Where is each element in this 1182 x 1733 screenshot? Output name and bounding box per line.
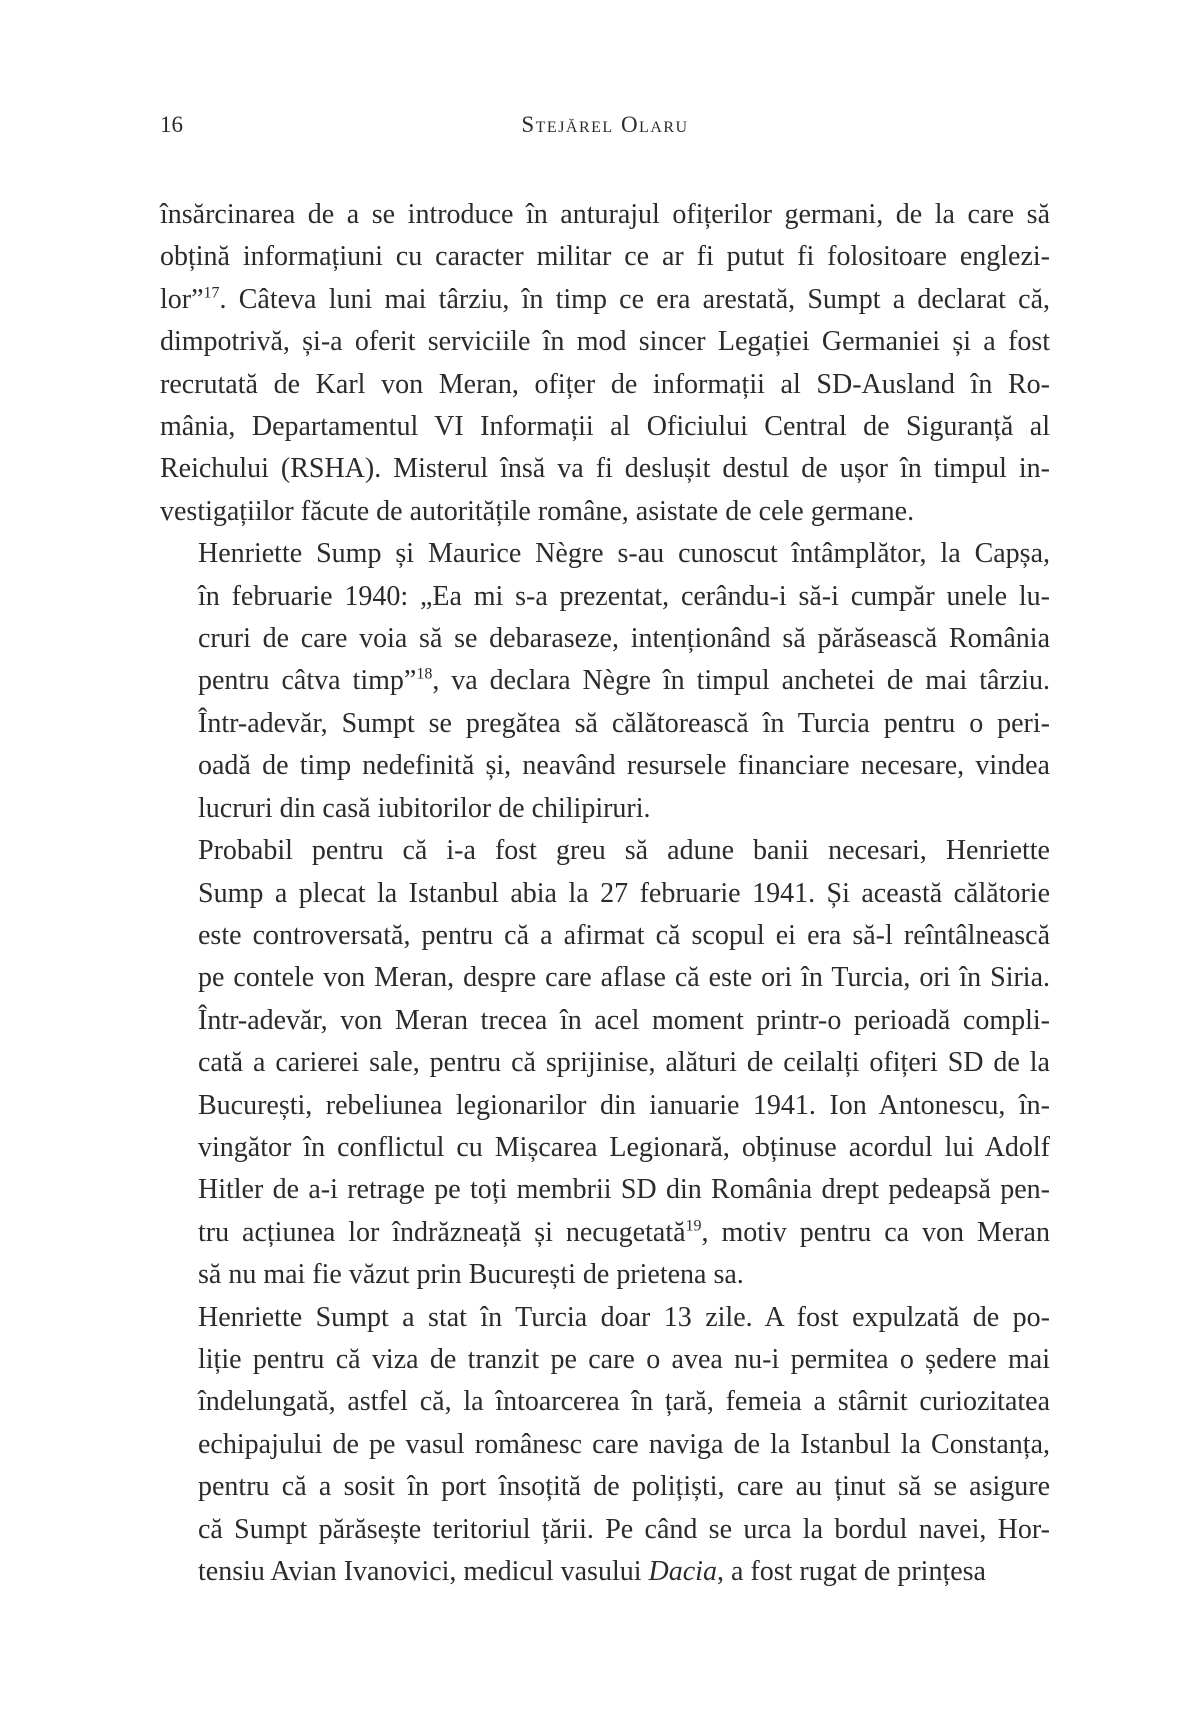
line-text: este controversată, pentru că a afirmat că scopul ei era să-l reîntâlnească: [198, 919, 1050, 951]
paragraph: [160, 194, 1050, 533]
text-line: [160, 194, 1050, 236]
line-text: București, rebeliunea legionarilor din ianuarie 1941. Ion Antonescu, în-: [198, 1089, 1050, 1121]
text-line: [160, 1339, 1050, 1381]
text-line: [160, 788, 1050, 830]
text-line: [160, 406, 1050, 448]
text-line: [160, 364, 1050, 406]
text-line: [160, 491, 1050, 533]
text-line: [160, 1509, 1050, 1551]
line-text: să nu mai fie văzut prin București de prietena sa.: [198, 1259, 744, 1291]
text-line: [160, 533, 1050, 575]
paragraph: [160, 1297, 1050, 1594]
text-line: [160, 618, 1050, 660]
line-text: lucruri din casă iubitorilor de chilipiruri.: [198, 792, 651, 824]
line-text: liție pentru că viza de tranzit pe care o avea nu-i permitea o ședere mai: [198, 1343, 1050, 1375]
text-line: [160, 1042, 1050, 1084]
line-text: Henriette Sump și Maurice Nègre s-au cunoscut întâmplător, la Capșa,: [198, 538, 1050, 570]
line-text: . Câteva luni mai târziu, în timp ce era arestată, Sumpt a declarat că,: [219, 283, 1050, 315]
text-line: [160, 1424, 1050, 1466]
line-text: pe contele von Meran, despre care aflase că este ori în Turcia, ori în Siria.: [198, 962, 1050, 994]
line-text: recrutată de Karl von Meran, ofițer de informații al SD-Ausland în Ro-: [160, 368, 1050, 400]
line-text: îndelungată, astfel că, la întoarcerea în țară, femeia a stârnit curiozitatea: [198, 1386, 1050, 1418]
line-text: Henriette Sumpt a stat în Turcia doar 13 zile. A fost expulzată de po-: [198, 1301, 1050, 1333]
text-line: [160, 236, 1050, 278]
line-text: , a fost rugat de prințesa: [716, 1556, 986, 1587]
running-header: [160, 112, 1050, 142]
line-text: mânia, Departamentul VI Informații al Oficiului Central de Siguranță al: [160, 411, 1050, 443]
text-line: [160, 1381, 1050, 1423]
line-text: Hitler de a-i retrage pe toți membrii SD din România drept pedeapsă pen-: [198, 1174, 1050, 1206]
text-line: [160, 1212, 1050, 1254]
line-text: că Sumpt părăsește teritoriul țării. Pe când se urca la bordul navei, Hor-: [198, 1513, 1050, 1545]
line-text: Reichului (RSHA). Misterul însă va fi deslușit destul de ușor în timpul in-: [160, 453, 1050, 485]
footnote-marker[interactable]: 17: [203, 284, 220, 302]
text-line: [160, 279, 1050, 321]
line-text: Sump a plecat la Istanbul abia la 27 februarie 1941. Și această călătorie: [198, 877, 1050, 909]
text-line: [160, 915, 1050, 957]
body-text: [160, 194, 1050, 1593]
text-line: [160, 1297, 1050, 1339]
footnote-marker[interactable]: 19: [685, 1217, 702, 1235]
text-line: [160, 660, 1050, 702]
line-text: Într-adevăr, Sumpt se pregătea să călătorească în Turcia pentru o peri-: [198, 707, 1050, 739]
line-text: pentru că a sosit în port însoțită de polițiști, care au ținut să se asigure: [198, 1471, 1050, 1503]
text-line: [160, 576, 1050, 618]
text-line: [160, 321, 1050, 363]
text-line: [160, 830, 1050, 872]
line-text: vestigațiilor făcute de autoritățile române, asistate de cele germane.: [160, 495, 915, 527]
line-text: Într-adevăr, von Meran trecea în acel moment printr-o perioadă compli-: [198, 1004, 1050, 1036]
text-line: [160, 745, 1050, 787]
text-line: [160, 1085, 1050, 1127]
line-text: Probabil pentru că i-a fost greu să adune banii necesari, Henriette: [198, 835, 1050, 867]
line-text: obțină informațiuni cu caracter militar ce ar fi putut fi folositoare englezi-: [160, 241, 1050, 273]
text-line: [160, 1551, 1050, 1593]
paragraph: [160, 533, 1050, 830]
text-line: [160, 1169, 1050, 1211]
line-text: vingător în conflictul cu Mișcarea Legionară, obținuse acordul lui Adolf: [198, 1131, 1050, 1163]
footnote-marker[interactable]: 18: [416, 666, 433, 684]
line-text: pentru câtva timp”: [198, 665, 417, 697]
line-text: oadă de timp nedefinită și, neavând resursele financiare necesare, vindea: [198, 750, 1050, 782]
text-line: [160, 957, 1050, 999]
line-text: cruri de care voia să se debaraseze, intenționând să părăsească România: [198, 623, 1050, 655]
line-text: cată a carierei sale, pentru că sprijinise, alături de ceilalți ofițeri SD de la: [198, 1047, 1050, 1079]
text-line: [160, 448, 1050, 490]
text-line: [160, 873, 1050, 915]
running-head-author: Stejărel Olaru: [521, 112, 689, 137]
text-line: [160, 1127, 1050, 1169]
text-line: [160, 1000, 1050, 1042]
text-line: [160, 1254, 1050, 1296]
page-number: 16: [160, 112, 183, 137]
line-text: dimpotrivă, și-a oferit serviciile în mod sincer Legației Germaniei și a fost: [160, 326, 1050, 358]
text-line: [160, 1466, 1050, 1508]
text-line: [160, 703, 1050, 745]
line-text: însărcinarea de a se introduce în anturajul ofițerilor germani, de la care să: [160, 199, 1050, 230]
paragraph: [160, 830, 1050, 1296]
line-text: echipajului de pe vasul românesc care naviga de la Istanbul la Constanța,: [198, 1428, 1050, 1460]
line-text: , va declara Nègre în timpul anchetei de mai târziu.: [432, 665, 1051, 697]
line-text: tensiu Avian Ivanovici, medicul vasului: [198, 1556, 649, 1587]
line-text: tru acțiunea lor îndrăzneață și necugetată: [198, 1216, 686, 1248]
line-text: , motiv pentru ca von Meran: [701, 1216, 1050, 1248]
line-text: în februarie 1940: „Ea mi s-a prezentat, cerându-i să-i cumpăr unele lu-: [198, 580, 1050, 612]
line-text: lor”: [160, 283, 204, 315]
italic-text: Dacia: [648, 1556, 717, 1587]
